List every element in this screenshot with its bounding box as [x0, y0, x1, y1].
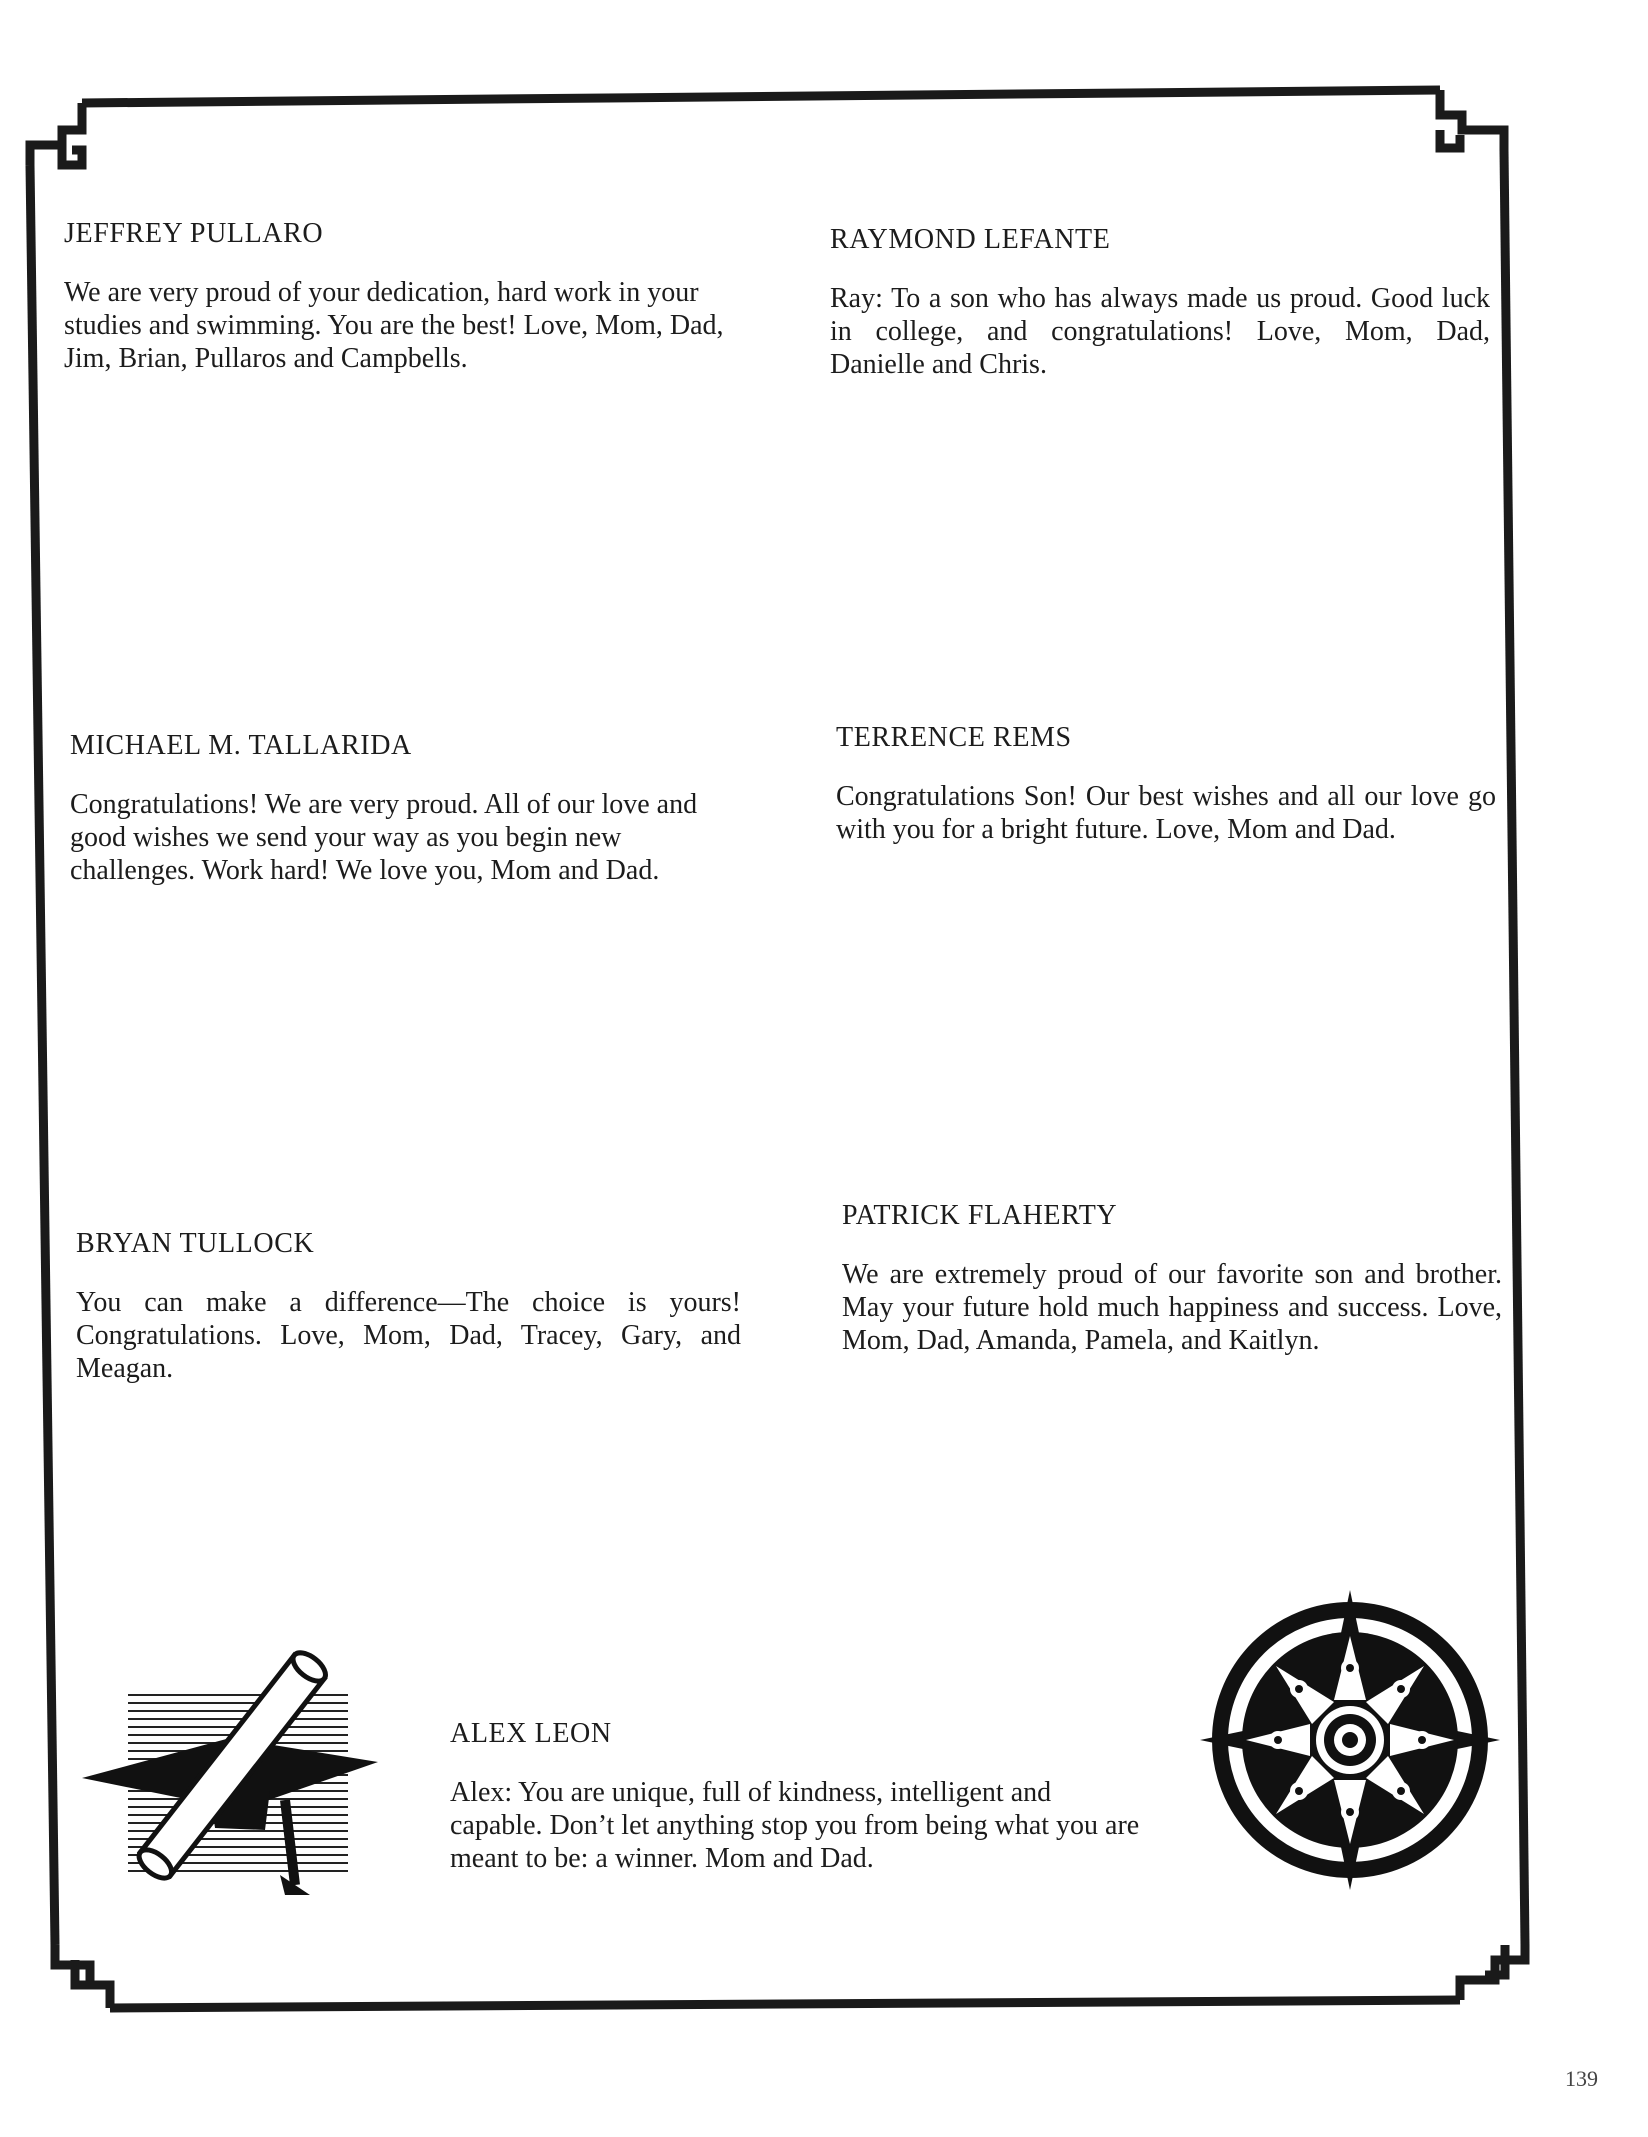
- entry-name: MICHAEL M. TALLARIDA: [70, 730, 412, 761]
- entry-name: JEFFREY PULLARO: [64, 218, 324, 249]
- page-number: 139: [1565, 2066, 1598, 2091]
- entry-michael-tallarida: [70, 730, 740, 887]
- graduation-cap-diploma-icon: [80, 1650, 380, 1900]
- entry-message: Alex: You are unique, full of kindness, intelligent and capable. Don’t let anything stop you from being what you are meant to be: a winner. Mom and Dad.: [450, 1777, 1140, 1874]
- entry-name: RAYMOND LEFANTE: [830, 224, 1111, 255]
- entry-patrick-flaherty: [842, 1200, 1502, 1357]
- entry-message: Ray: To a son who has always made us proud. Good luck in college, and congratulations! Love, Mom, Dad, Danielle and Chris.: [830, 283, 1490, 380]
- entry-message: Congratulations! We are very proud. All of our love and good wishes we send your way as you begin new challenges. Work hard! We love you, Mom and Dad.: [70, 789, 698, 886]
- entry-jeffrey-pullaro: [64, 218, 729, 375]
- entry-name: BRYAN TULLOCK: [76, 1228, 315, 1259]
- entry-terrence-rems: [836, 722, 1496, 846]
- entry-name: ALEX LEON: [450, 1718, 612, 1749]
- entry-bryan-tullock: [76, 1228, 741, 1385]
- entry-raymond-lefante: [830, 224, 1490, 381]
- entry-name: PATRICK FLAHERTY: [842, 1200, 1118, 1231]
- entry-message: Congratulations Son! Our best wishes and all our love go with you for a bright future. Love, Mom and Dad.: [836, 781, 1496, 845]
- compass-rose-icon: [1195, 1585, 1505, 1895]
- entry-message: We are extremely proud of our favorite son and brother. May your future hold much happiness and success. Love, Mom, Dad, Amanda, Pamela, and Kaitlyn.: [842, 1259, 1502, 1356]
- entry-message: You can make a difference—The choice is yours! Congratulations. Love, Mom, Dad, Tracey, Gary, and Meagan.: [76, 1287, 741, 1384]
- entry-name: TERRENCE REMS: [836, 722, 1072, 753]
- entry-alex-leon: [450, 1718, 1150, 1875]
- entry-message: We are very proud of your dedication, hard work in your studies and swimming. You are the best! Love, Mom, Dad, Jim, Brian, Pullaros and Campbells.: [64, 277, 724, 374]
